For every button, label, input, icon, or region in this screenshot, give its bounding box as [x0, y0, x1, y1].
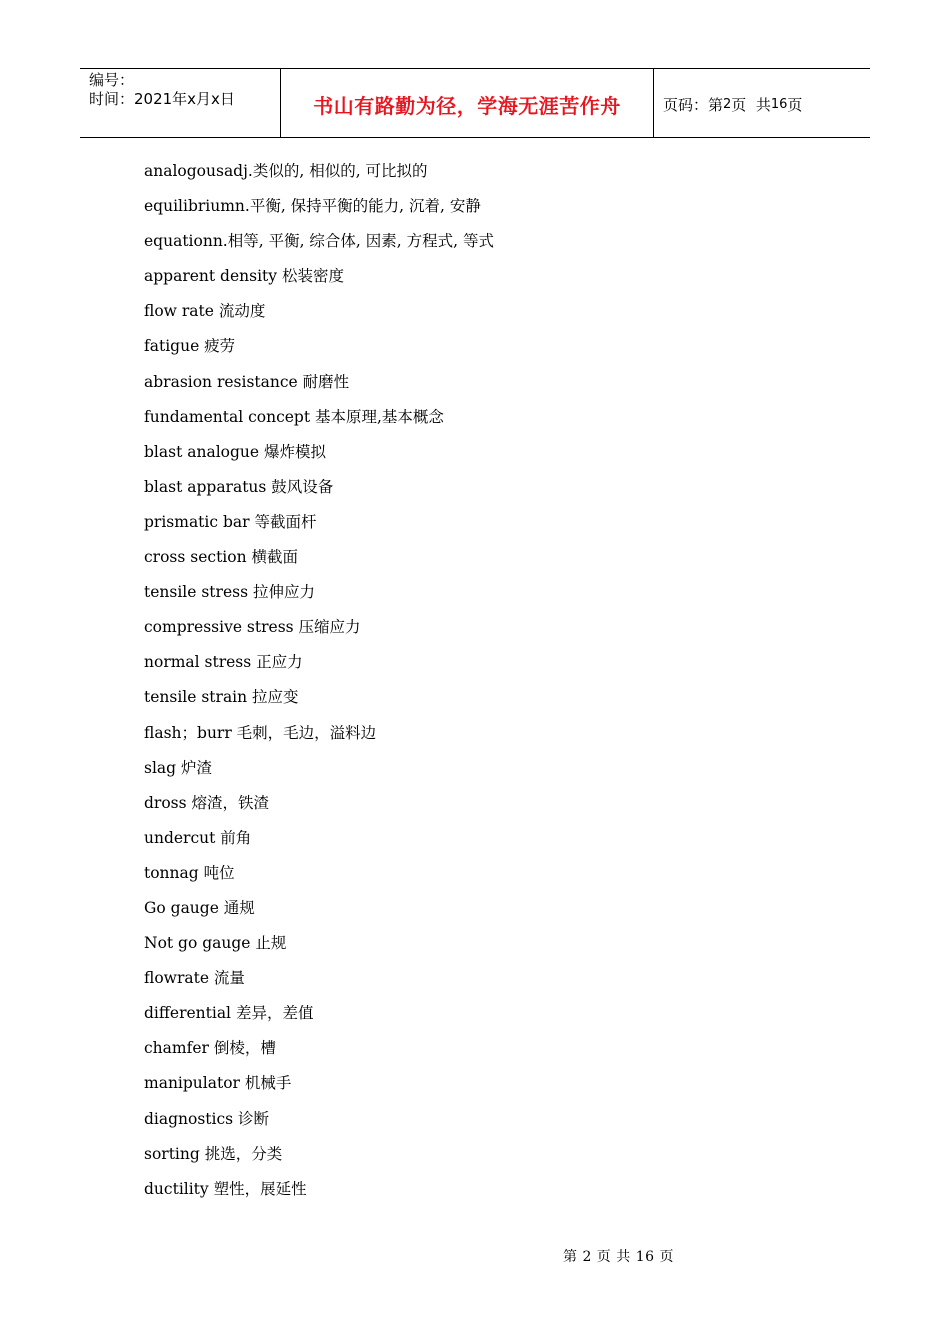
- vocab-entry: ductility 塑性，展延性: [144, 1179, 307, 1198]
- vocab-entry: equilibriumn.平衡, 保持平衡的能力, 沉着, 安静: [144, 197, 481, 216]
- vocab-entry: undercut 前角: [144, 828, 252, 847]
- vocab-entry: analogousadj.类似的, 相似的, 可比拟的: [144, 162, 428, 180]
- vocab-entry: Go gauge 通规: [144, 898, 255, 917]
- vocab-entry: differential 差异，差值: [144, 1004, 314, 1023]
- vocab-entry: Not go gauge 止规: [144, 934, 287, 953]
- vocab-entry: chamfer 倒棱，槽: [144, 1039, 276, 1058]
- vocab-entry: tensile strain 拉应变: [144, 688, 299, 707]
- vocab-entry: flash；burr 毛刺，毛边，溢料边: [144, 723, 377, 742]
- serial-label: 编号：: [89, 71, 135, 89]
- vocab-entry: blast apparatus 鼓风设备: [144, 477, 334, 496]
- page-suffix: 页: [787, 95, 803, 114]
- page-footer: 第 2 页 共 16 页: [563, 1249, 674, 1265]
- vocab-entry: flowrate 流量: [144, 969, 245, 988]
- vocab-entry: fatigue 疲劳: [144, 337, 236, 356]
- time-label: 时间：2021年x月x日: [89, 90, 235, 108]
- vocab-entry: blast analogue 爆炸模拟: [144, 442, 326, 461]
- header-meta: [80, 69, 281, 137]
- vocab-entry: abrasion resistance 耐磨性: [144, 372, 350, 391]
- vocab-entry: compressive stress 压缩应力: [144, 618, 361, 637]
- vocab-entry: apparent density 松装密度: [144, 267, 344, 286]
- vocab-entry: tensile stress 拉伸应力: [144, 583, 315, 602]
- vocab-entry: sorting 挑选，分类: [144, 1144, 283, 1163]
- page-mid: 页 共: [731, 95, 771, 114]
- page-header: [80, 68, 870, 138]
- motto: 书山有路勤为径，学海无涯苦作舟: [313, 94, 621, 118]
- vocab-list: [144, 158, 494, 1211]
- page-current: 2: [723, 96, 732, 112]
- vocab-entry: diagnostics 诊断: [144, 1109, 270, 1128]
- vocab-entry: normal stress 正应力: [144, 653, 303, 672]
- vocab-entry: slag 炉渣: [144, 758, 213, 777]
- vocab-entry: equationn.相等, 平衡, 综合体, 因素, 方程式, 等式: [144, 232, 494, 251]
- page-prefix: 页码：第: [663, 95, 724, 114]
- vocab-entry: tonnag 吨位: [144, 863, 235, 882]
- vocab-entry: cross section 横截面: [144, 548, 298, 567]
- vocab-entry: fundamental concept 基本原理,基本概念: [144, 407, 444, 426]
- vocab-entry: dross 熔渣，铁渣: [144, 793, 269, 812]
- page-total: 16: [770, 96, 788, 112]
- vocab-entry: flow rate 流动度: [144, 302, 266, 321]
- header-page-info: [654, 69, 870, 137]
- vocab-entry: manipulator 机械手: [144, 1074, 292, 1093]
- vocab-entry: prismatic bar 等截面杆: [144, 512, 317, 531]
- header-motto-cell: [281, 69, 654, 137]
